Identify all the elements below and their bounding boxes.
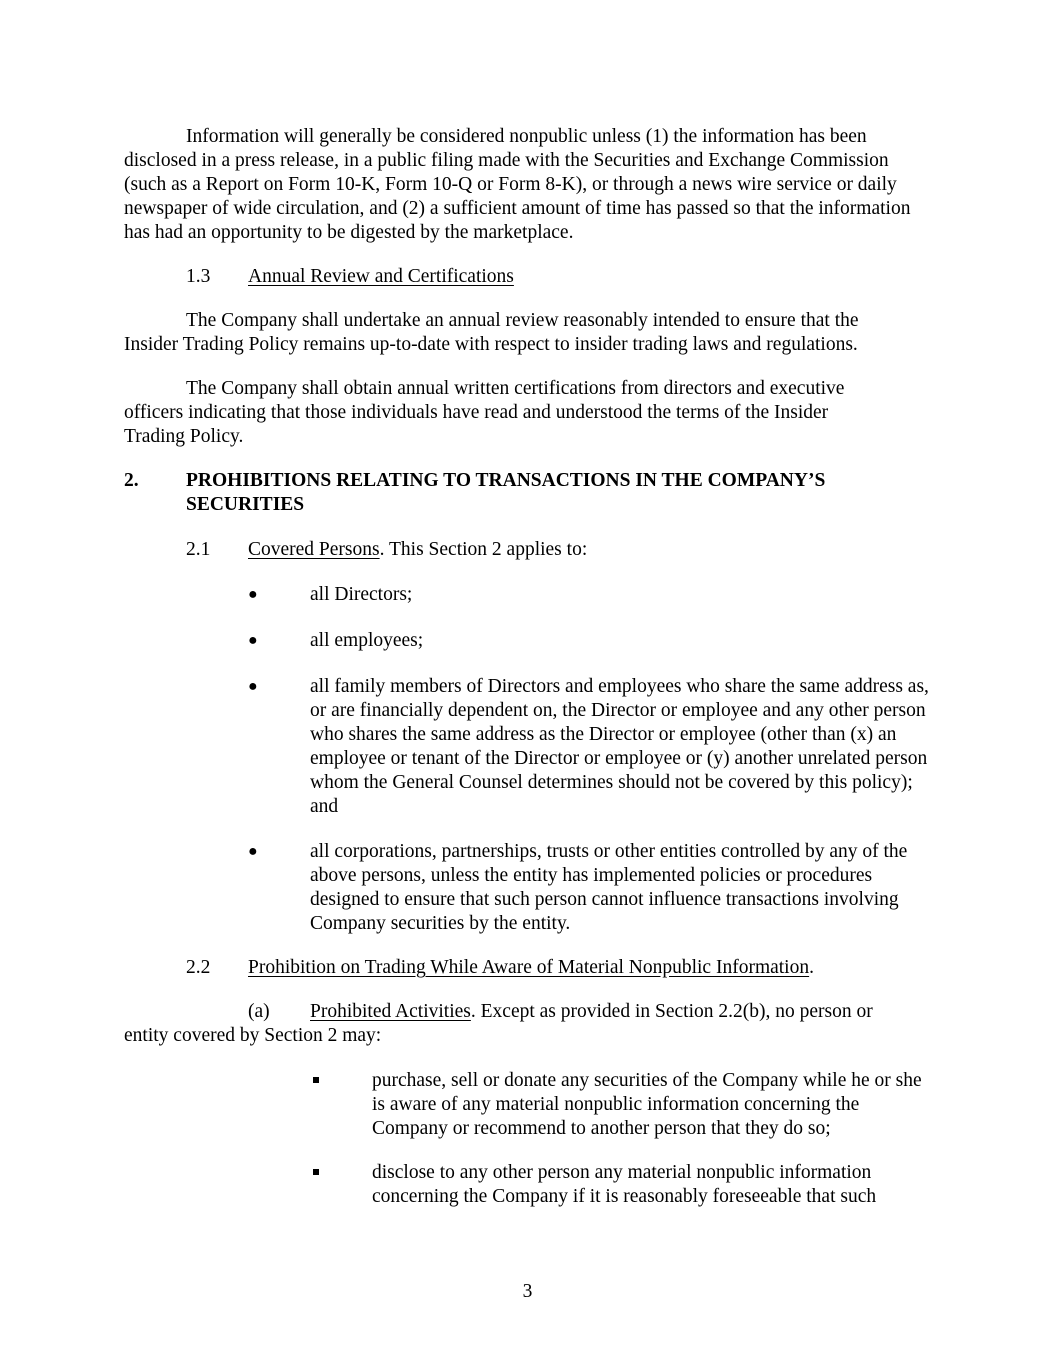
section-1-3-heading [186,265,514,289]
paragraph-first-line: Information will generally be considered nonpublic unless (1) the information has been [186,126,867,147]
list-item [310,1069,930,1141]
bullet-icon: ● [248,843,258,860]
section-number: 2.2 [186,957,211,978]
paragraph-first-line: The Company shall undertake an annual review reasonably intended to ensure that the [186,310,859,331]
section-title: Prohibition on Trading While Aware of Material Nonpublic Information [248,957,810,978]
list-item [310,1161,930,1209]
paragraph-nonpublic [124,125,934,245]
subsection-text: . Except as provided in Section 2.2(b), no person or [470,1001,873,1022]
list-item [248,840,938,936]
square-bullet-icon [313,1077,319,1083]
paragraph-body: Insider Trading Policy remains up-to-date with respect to insider trading laws and regulations. [124,334,858,355]
subsection-title: Prohibited Activities [310,1001,471,1022]
paragraph-certifications [124,377,884,449]
section-number: 2. [124,470,139,491]
list-item-text: all employees; [310,630,424,651]
list-item-text: all Directors; [310,584,413,605]
section-text: . This Section 2 applies to: [379,539,588,560]
section-2-1-heading [186,538,786,562]
list-item [248,629,938,653]
bullet-icon: ● [248,586,258,603]
subsection-label: (a) [248,1001,270,1022]
paragraph-annual-review [124,309,934,357]
section-number: 1.3 [186,266,211,287]
paragraph-first-line: The Company shall obtain annual written certifications from directors and executive [186,378,845,399]
section-number: 2.1 [186,539,211,560]
section-2-2-heading [186,956,886,980]
bullet-icon: ● [248,678,258,695]
paragraph-body: disclosed in a press release, in a public filing made with the Securities and Exchange Commission (such as a Report on Form 10-K, Form 10-Q or Form 8-K), or through a news wire service or daily newspaper of wide circulation, and (2) a sufficient amount of time has passed so that the information has had an opportunity to be digested by the marketplace. [124,150,911,243]
subsection-text-rest: entity covered by Section 2 may: [124,1025,382,1046]
page-number: 3 [522,1281,533,1302]
bullet-icon: ● [248,632,258,649]
section-title: PROHIBITIONS RELATING TO TRANSACTIONS IN THE COMPANY’S SECURITIES [186,470,826,515]
list-item-text: disclose to any other person any material nonpublic information concerning the Company if it is reasonably foreseeable that such [372,1162,877,1207]
square-bullet-icon [313,1169,319,1175]
list-item [248,675,938,819]
list-item [248,583,938,607]
subsection-2-2-a [124,1000,934,1048]
section-end: . [809,957,814,978]
section-title: Annual Review and Certifications [248,266,514,287]
section-title: Covered Persons [248,539,380,560]
section-2-heading [124,469,924,517]
list-item-text: all family members of Directors and employees who share the same address as, or are financially dependent on, the Director or employee and any other person who shares the same address as the Director or employee (other than (x) an employee or tenant of the Director or employee or (y) another unrelated person whom the General Counsel determines should not be covered by this policy); and [310,676,929,817]
paragraph-body: officers indicating that those individuals have read and understood the terms of the Insider Trading Policy. [124,402,829,447]
list-item-text: purchase, sell or donate any securities of the Company while he or she is aware of any material nonpublic information concerning the Company or recommend to another person that they do so; [372,1070,922,1139]
list-item-text: all corporations, partnerships, trusts or other entities controlled by any of the above persons, unless the entity has implemented policies or procedures designed to ensure that such person cannot influence transactions involving Company securities by the entity. [310,841,908,934]
